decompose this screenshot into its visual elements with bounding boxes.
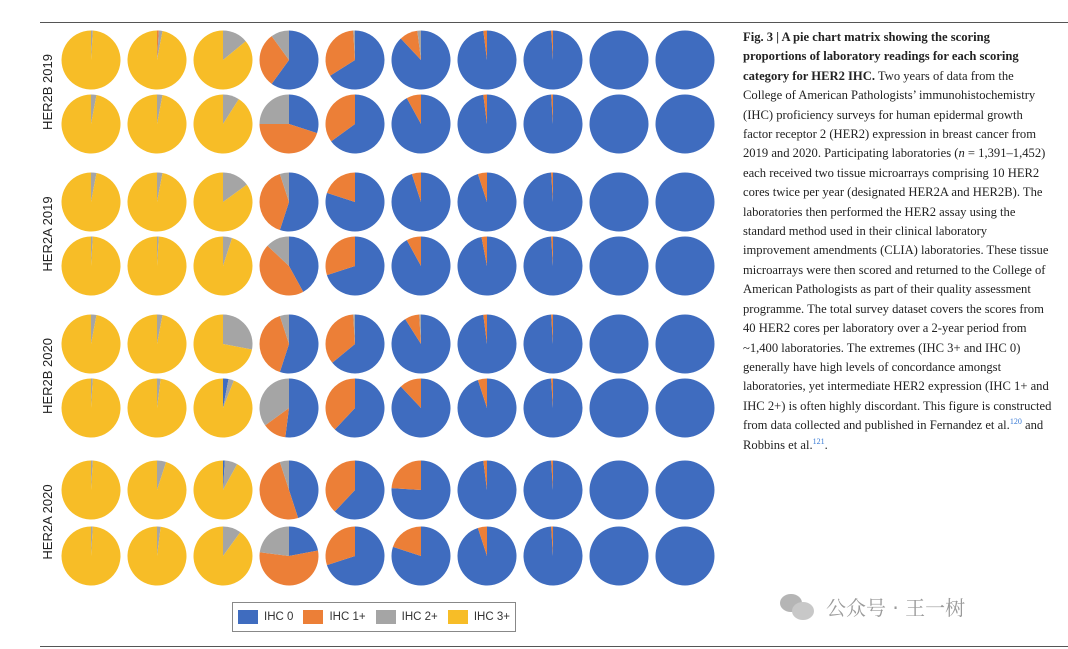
pie-chart — [391, 315, 450, 374]
pie-chart — [128, 95, 187, 154]
pie-chart — [656, 315, 715, 374]
pie-slice-ihc0 — [590, 315, 649, 374]
pie-chart — [458, 526, 517, 585]
pie-slice-ihc3plus — [127, 236, 186, 295]
pie-slice-ihc0 — [590, 95, 649, 154]
pie-slice-ihc0 — [285, 379, 318, 438]
pie-slice-ihc0 — [590, 379, 649, 438]
pie-chart — [193, 236, 252, 295]
pie-chart — [524, 94, 583, 153]
pie-chart — [260, 95, 319, 154]
legend-label: IHC 2+ — [401, 611, 438, 623]
legend-label: IHC 3+ — [473, 611, 510, 623]
pie-chart — [392, 379, 451, 438]
pie-chart — [656, 31, 715, 90]
pie-chart — [656, 237, 715, 296]
pie-slice-ihc0 — [590, 527, 649, 586]
pie-chart — [326, 378, 385, 437]
caption-body: Two years of data from the College of American Pathologists’ immunohistochemistry (IHC) proficiency surveys for human epidermal growth factor receptor 2 (HER2) expression in breast cancer from 2019 and 2020. Participating laboratories ( — [743, 68, 1037, 161]
caption-body: = 1,391–1,452) each received two tissue microarrays comprising 10 HER2 cores twice per year (designated HER2A and HER2B). The laboratories then performed the HER2 assay using the standard method used in their clinical laboratory improvement amendments (CLIA) laboratories. These tissue microarrays were then scored and returned to the College of American Pathologists as part of their quality assessment programme. The total survey dataset covers the scores from 40 HER2 cores per laboratory over a 2-year period from ~1,400 laboratories. The extremes (IHC 3+ and IHC 0) generally have high levels of concordance amongst laboratories, yet intermediate HER2 expression (IHC 1+ and IHC 2+) is often highly discordant. This figure is constructed from data collected and published in Fernandez et al. — [743, 146, 1052, 433]
pie-chart — [524, 461, 583, 520]
pie-chart — [656, 379, 715, 438]
pie-chart — [193, 173, 252, 232]
pie-slice-ihc0 — [590, 237, 649, 296]
pie-chart — [524, 173, 583, 232]
pie-slice-ihc2plus — [260, 95, 290, 125]
pie-chart — [326, 527, 385, 586]
pie-slice-ihc0 — [524, 527, 583, 586]
pie-chart — [326, 315, 385, 374]
pie-chart — [325, 95, 384, 154]
pie-chart — [62, 379, 121, 438]
pie-slice-ihc0 — [458, 378, 517, 437]
pie-chart — [457, 31, 516, 90]
pie-chart — [524, 237, 583, 296]
pie-chart — [326, 460, 385, 519]
pie-chart — [194, 315, 253, 374]
pie-slice-ihc0 — [458, 526, 517, 585]
legend-label: IHC 1+ — [329, 611, 366, 623]
pie-chart — [61, 236, 120, 295]
pie-chart — [61, 173, 120, 232]
pie-chart — [128, 315, 187, 374]
pie-slice-ihc2plus — [260, 527, 289, 557]
pie-chart — [656, 173, 715, 232]
pie-chart — [61, 527, 120, 586]
pie-chart — [656, 461, 715, 520]
pie-chart — [590, 315, 649, 374]
legend-swatch — [303, 610, 323, 624]
pie-chart — [590, 95, 649, 154]
pie-slice-ihc3plus — [127, 461, 186, 520]
pie-chart — [458, 378, 517, 437]
pie-slice-ihc0 — [656, 173, 715, 232]
pie-slice-ihc0 — [656, 31, 715, 90]
pie-chart — [458, 237, 517, 296]
pie-slice-ihc0 — [656, 527, 715, 586]
chart-legend — [232, 602, 516, 632]
pie-chart — [590, 237, 649, 296]
pie-chart — [259, 31, 318, 90]
pie-chart — [62, 315, 121, 374]
pie-chart — [194, 527, 253, 586]
caption-lead: Fig. 3 | A pie chart matrix showing the scoring proportions of laboratory readings for each scoring category for HER2 IHC. — [743, 30, 1019, 83]
pie-chart — [260, 315, 319, 374]
pie-slice-ihc0 — [656, 95, 715, 154]
legend-item-ihc1 — [303, 610, 365, 624]
reference-link[interactable]: 120 — [1009, 416, 1022, 426]
pie-chart — [127, 236, 186, 295]
pie-slice-ihc0 — [524, 237, 583, 296]
caption-body: and Robbins et al. — [743, 418, 1044, 452]
figure-caption — [743, 28, 1053, 455]
pie-chart — [392, 237, 451, 296]
pie-chart — [62, 461, 121, 520]
pie-chart — [260, 173, 319, 232]
pie-chart — [590, 173, 649, 232]
pie-slice-ihc3plus — [127, 173, 186, 232]
pie-slice-ihc0 — [656, 237, 715, 296]
pie-chart — [392, 95, 451, 154]
pie-chart — [260, 527, 319, 586]
pie-slice-ihc3plus — [193, 379, 252, 438]
pie-chart — [590, 527, 649, 586]
legend-item-ihc3 — [448, 610, 510, 624]
pie-chart — [524, 30, 583, 89]
pie-slice-ihc0 — [590, 173, 649, 232]
pie-chart — [590, 461, 649, 520]
pie-chart — [392, 461, 451, 520]
pie-chart — [523, 315, 582, 374]
reference-link[interactable]: 121 — [812, 436, 825, 446]
pie-chart — [194, 94, 253, 153]
pie-chart — [193, 31, 252, 90]
pie-slice-ihc3plus — [61, 527, 120, 586]
pie-chart — [457, 461, 516, 520]
pie-slice-ihc0 — [656, 461, 715, 520]
pie-slice-ihc3plus — [61, 173, 120, 232]
pie-chart — [392, 173, 451, 232]
caption-n: n — [958, 146, 965, 161]
pie-chart — [127, 461, 186, 520]
pie-slice-ihc0 — [656, 315, 715, 374]
group-label: HER2B 2019 — [40, 54, 55, 130]
pie-slice-ihc3plus — [193, 236, 252, 295]
pie-chart — [326, 173, 385, 232]
wechat-icon — [780, 594, 816, 620]
pie-chart — [656, 95, 715, 154]
pie-chart — [259, 236, 318, 295]
group-label: HER2A 2020 — [40, 484, 55, 560]
pie-chart — [457, 315, 516, 374]
pie-slice-ihc1plus — [392, 461, 421, 491]
pie-slice-ihc3plus — [193, 460, 252, 519]
pie-chart — [326, 31, 385, 90]
pie-chart — [260, 379, 319, 438]
legend-item-ihc2 — [376, 610, 438, 624]
pie-chart — [61, 95, 120, 154]
pie-slice-ihc3plus — [128, 95, 187, 154]
watermark — [780, 592, 965, 621]
pie-chart — [656, 527, 715, 586]
pie-slice-ihc0 — [656, 379, 715, 438]
pie-chart — [392, 527, 451, 586]
legend-swatch — [238, 610, 258, 624]
pie-slice-ihc0 — [458, 237, 517, 296]
pie-slice-ihc3plus — [194, 527, 253, 586]
pie-chart — [524, 379, 583, 438]
pie-chart — [457, 173, 516, 232]
pie-chart — [193, 460, 252, 519]
group-label: HER2A 2019 — [40, 196, 55, 272]
pie-chart — [128, 31, 187, 90]
pie-chart — [457, 95, 516, 154]
pie-slice-ihc2plus — [223, 315, 252, 350]
pie-chart — [590, 31, 649, 90]
pie-chart — [260, 461, 319, 520]
pie-chart — [128, 379, 187, 438]
pie-slice-ihc3plus — [61, 95, 120, 154]
pie-chart — [127, 173, 186, 232]
bottom-rule — [40, 646, 1068, 647]
pie-chart — [326, 237, 385, 296]
pie-chart — [128, 527, 187, 586]
pie-chart — [524, 527, 583, 586]
caption-body: . — [824, 437, 828, 452]
watermark-text: 公众号 · 王一树 — [826, 596, 966, 620]
legend-label: IHC 0 — [264, 611, 294, 623]
pie-slice-ihc0 — [590, 461, 649, 520]
legend-swatch — [448, 610, 468, 624]
pie-slice-ihc3plus — [194, 94, 253, 153]
pie-chart — [61, 31, 120, 90]
pie-slice-ihc0 — [524, 173, 583, 232]
group-label: HER2B 2020 — [40, 338, 55, 414]
pie-chart — [193, 379, 252, 438]
pie-chart — [590, 379, 649, 438]
pie-slice-ihc3plus — [61, 236, 120, 295]
legend-swatch — [376, 610, 396, 624]
pie-slice-ihc0 — [590, 31, 649, 90]
legend-item-ihc0 — [238, 610, 293, 624]
pie-slice-ihc3plus — [61, 31, 120, 90]
pie-chart — [391, 31, 450, 90]
